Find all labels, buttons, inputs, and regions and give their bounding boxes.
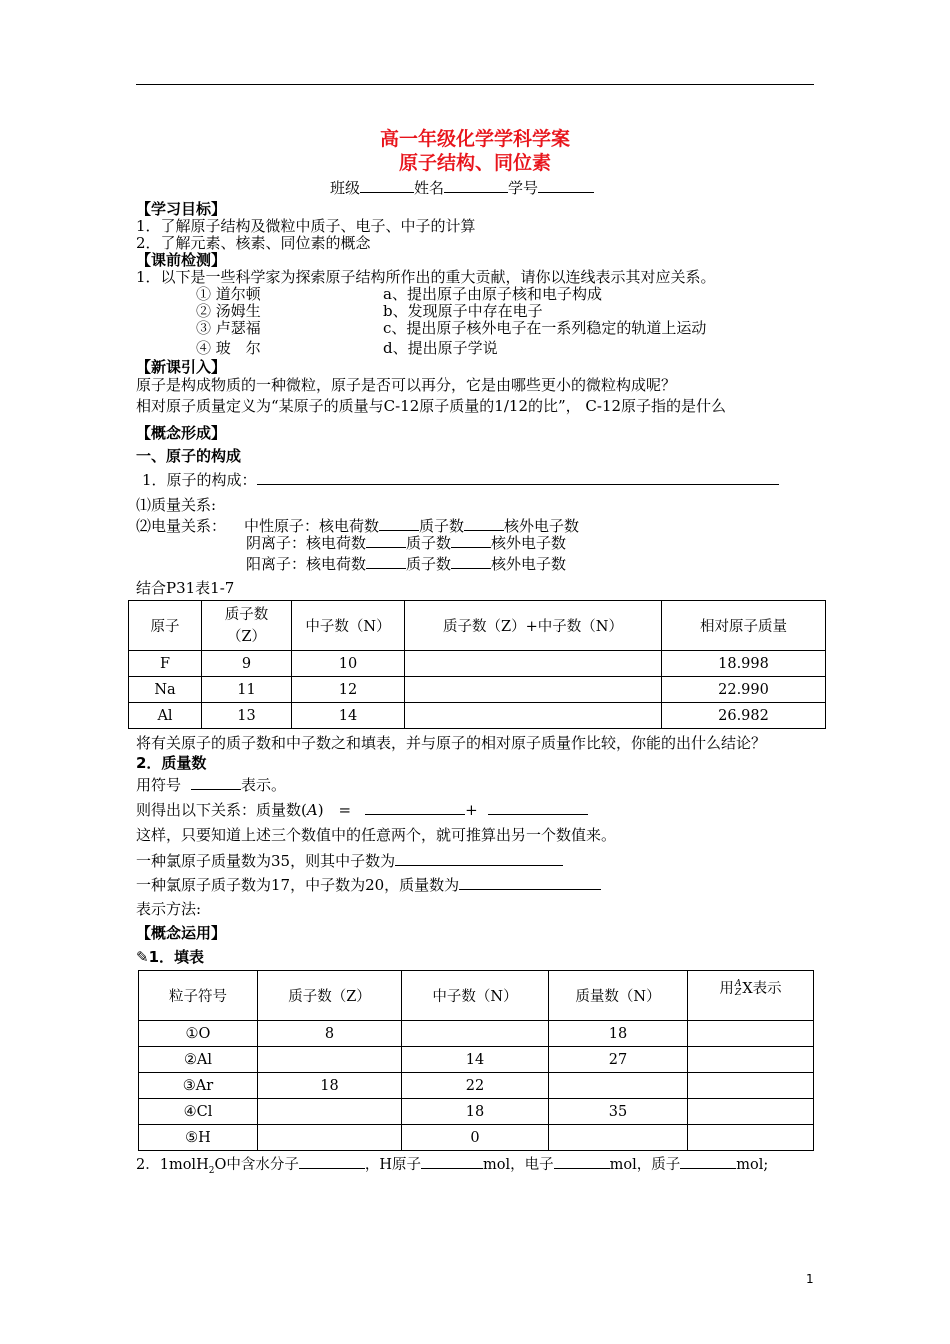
mole-subscript: 2 xyxy=(208,1165,215,1176)
header-rule xyxy=(136,84,814,85)
table-row xyxy=(139,1125,814,1151)
section-heading: 一、原子的构成 xyxy=(136,447,242,465)
table-header: 质子数（Z） xyxy=(258,971,402,1021)
goal-item: 1．了解原子结构及微粒中质子、电子、中子的计算 xyxy=(136,217,476,235)
relation-equals: ) = xyxy=(317,801,352,819)
proton-label: 质子数 xyxy=(419,517,465,535)
scientist-item: ② 汤姆生 xyxy=(196,302,261,320)
table-cell: F xyxy=(129,651,202,677)
example-text: 一种氯原子质子数为17，中子数为20，质量数为 xyxy=(136,876,460,894)
fill-table-label: 1．填表 xyxy=(148,948,205,966)
scientist-item: ③ 卢瑟福 xyxy=(196,319,261,337)
table-cell: 18 xyxy=(258,1073,402,1099)
charge-relation-label: ⑵电量关系： xyxy=(136,517,227,535)
symbol-suffix: 表示。 xyxy=(241,776,287,794)
proton-label: 质子数 xyxy=(406,534,452,552)
pretest-heading: 【课前检测】 xyxy=(136,251,227,269)
mole-text: 2．1molH xyxy=(136,1157,209,1173)
table-header: 用 A Z X表示 xyxy=(688,971,814,1021)
relation-label: 则得出以下关系：质量数( xyxy=(136,801,307,819)
example-text: 一种氯原子质量数为35，则其中子数为 xyxy=(136,852,396,870)
proton-blank[interactable] xyxy=(680,1154,736,1169)
mole-text: O中含水分子 xyxy=(214,1157,299,1173)
scientist-item: ④ 玻 尔 xyxy=(196,339,261,357)
table-row xyxy=(139,1021,814,1047)
contribution-item: b、发现原子中存在电子 xyxy=(383,302,543,320)
answer-cell[interactable] xyxy=(258,1099,402,1125)
neutral-label: 中性原子：核电荷数 xyxy=(244,517,380,535)
mole-text: mol，电子 xyxy=(483,1157,554,1173)
answer-cell[interactable] xyxy=(549,1125,688,1151)
example-line-2 xyxy=(136,875,601,894)
answer-cell[interactable] xyxy=(688,1099,814,1125)
molecule-blank[interactable] xyxy=(299,1154,365,1169)
table-header-row xyxy=(129,601,826,651)
table-cell: 18.998 xyxy=(662,651,826,677)
atom-structure-blank[interactable] xyxy=(257,470,779,485)
contribution-item: a、提出原子由原子核和电子构成 xyxy=(383,285,602,303)
id-label: 学号 xyxy=(508,179,539,197)
relation-blank-1[interactable] xyxy=(365,800,465,815)
table-cell: Na xyxy=(129,677,202,703)
atom-structure-label: 1．原子的构成： xyxy=(142,471,257,489)
method-label: 表示方法: xyxy=(136,900,202,918)
table-row xyxy=(139,1047,814,1073)
electron-blank[interactable] xyxy=(554,1154,610,1169)
electron-label: 核外电子数 xyxy=(491,555,567,573)
symbol-line xyxy=(136,775,286,794)
pretest-question: 1．以下是一些科学家为探索原子结构所作出的重大贡献，请你以连线表示其对应关系。 xyxy=(136,268,716,286)
contribution-item: d、提出原子学说 xyxy=(383,339,498,357)
table-question: 将有关原子的质子数和中子数之和填表，并与原子的相对原子质量作比较，你能的出什么结论？ xyxy=(136,734,767,752)
answer-cell[interactable] xyxy=(688,1047,814,1073)
table-cell: 26.982 xyxy=(662,703,826,729)
relation-line xyxy=(136,800,588,819)
explain-line: 这样，只要知道上述三个数值中的任意两个，就可推算出另一个数值来。 xyxy=(136,826,617,844)
pencil-icon: ✎ xyxy=(136,948,149,966)
table-cell: 13 xyxy=(202,703,292,729)
id-blank[interactable] xyxy=(538,178,594,193)
answer-cell[interactable] xyxy=(402,1021,549,1047)
relation-variable: A xyxy=(306,801,318,819)
table-header: 质量数（N） xyxy=(549,971,688,1021)
answer-cell[interactable] xyxy=(258,1047,402,1073)
anion-blank-1[interactable] xyxy=(366,533,406,548)
apply-heading: 【概念运用】 xyxy=(136,924,227,942)
answer-cell[interactable] xyxy=(258,1125,402,1151)
table-reference: 结合P31表1-7 xyxy=(136,579,235,597)
anion-line xyxy=(246,533,566,552)
table-cell: 14 xyxy=(402,1047,549,1073)
atom-table xyxy=(128,600,826,729)
table-cell: 0 xyxy=(402,1125,549,1151)
relation-plus: + xyxy=(465,801,478,819)
table-cell: 12 xyxy=(292,677,405,703)
mass-number-heading: 2．质量数 xyxy=(136,754,207,772)
name-blank[interactable] xyxy=(444,178,508,193)
example-blank-2[interactable] xyxy=(459,875,601,890)
table-cell: 8 xyxy=(258,1021,402,1047)
neutral-blank-2[interactable] xyxy=(464,516,504,531)
table-cell: 18 xyxy=(549,1021,688,1047)
answer-cell[interactable] xyxy=(405,703,662,729)
page-number: 1 xyxy=(806,1272,814,1286)
name-label: 姓名 xyxy=(414,179,445,197)
answer-cell[interactable] xyxy=(405,651,662,677)
student-info-line xyxy=(330,178,594,197)
table-cell: ④Cl xyxy=(139,1099,258,1125)
table-header: 中子数（N） xyxy=(402,971,549,1021)
example-line-1 xyxy=(136,851,563,870)
table-cell: 10 xyxy=(292,651,405,677)
answer-cell[interactable] xyxy=(405,677,662,703)
table-header: 粒子符号 xyxy=(139,971,258,1021)
intro-line: 原子是构成物质的一种微粒，原子是否可以再分，它是由哪些更小的微粒构成呢？ xyxy=(136,376,677,394)
table-header: 相对原子质量 xyxy=(662,601,826,651)
intro-heading: 【新课引入】 xyxy=(136,358,227,376)
example-blank-1[interactable] xyxy=(395,851,563,866)
table-row xyxy=(139,1099,814,1125)
class-label: 班级 xyxy=(330,179,361,197)
electron-label: 核外电子数 xyxy=(504,517,580,535)
table-cell: 14 xyxy=(292,703,405,729)
table-row xyxy=(129,703,826,729)
table-header: 质子数（Z）+中子数（N） xyxy=(405,601,662,651)
electron-label: 核外电子数 xyxy=(491,534,567,552)
cation-blank-1[interactable] xyxy=(366,554,406,569)
atom-structure-line xyxy=(142,470,779,489)
answer-cell[interactable] xyxy=(688,1073,814,1099)
goals-heading: 【学习目标】 xyxy=(136,200,227,218)
cation-label: 阳离子：核电荷数 xyxy=(246,555,367,573)
table-cell: ②Al xyxy=(139,1047,258,1073)
proton-label: 质子数 xyxy=(406,555,452,573)
anion-blank-2[interactable] xyxy=(451,533,491,548)
table-row xyxy=(129,677,826,703)
table-cell: ⑤H xyxy=(139,1125,258,1151)
table-cell: 9 xyxy=(202,651,292,677)
table-header-row xyxy=(139,971,814,1021)
answer-cell[interactable] xyxy=(688,1125,814,1151)
table-header: 原子 xyxy=(129,601,202,651)
symbol-blank[interactable] xyxy=(191,775,241,790)
table-cell: 11 xyxy=(202,677,292,703)
mass-relation-label: ⑴质量关系: xyxy=(136,496,217,514)
page-subtitle: 原子结构、同位素 xyxy=(398,152,551,174)
table-header: 中子数（N） xyxy=(292,601,405,651)
mole-question-line xyxy=(136,1154,768,1180)
neutral-blank-1[interactable] xyxy=(379,516,419,531)
relation-blank-2[interactable] xyxy=(488,800,588,815)
table-cell: 22.990 xyxy=(662,677,826,703)
fill-table-line xyxy=(136,948,204,966)
concept-heading: 【概念形成】 xyxy=(136,424,227,442)
contribution-item: c、提出原子核外电子在一系列稳定的轨道上运动 xyxy=(383,319,707,337)
cation-blank-2[interactable] xyxy=(451,554,491,569)
table-cell: 18 xyxy=(402,1099,549,1125)
goal-item: 2．了解元素、核素、同位素的概念 xyxy=(136,234,371,252)
cation-line xyxy=(246,554,566,573)
mole-text: ，H原子 xyxy=(364,1157,421,1173)
symbol-label: 用符号 xyxy=(136,776,182,794)
table-cell: Al xyxy=(129,703,202,729)
table-row xyxy=(139,1073,814,1099)
answer-cell[interactable] xyxy=(549,1073,688,1099)
class-blank[interactable] xyxy=(360,178,414,193)
scientist-item: ① 道尔顿 xyxy=(196,285,261,303)
intro-line: 相对原子质量定义为“某原子的质量与C-12原子质量的1/12的比”， C-12原子指的是什么 xyxy=(136,397,727,415)
mole-text: mol，质子 xyxy=(609,1157,681,1173)
table-cell: 22 xyxy=(402,1073,549,1099)
table-header: 质子数（Z） xyxy=(202,601,292,651)
table-row xyxy=(129,651,826,677)
particle-table xyxy=(138,970,814,1151)
h-atom-blank[interactable] xyxy=(421,1154,483,1169)
mole-text: mol; xyxy=(736,1157,769,1173)
answer-cell[interactable] xyxy=(688,1021,814,1047)
page-title: 高一年级化学学科学案 xyxy=(379,128,570,150)
table-cell: 35 xyxy=(549,1099,688,1125)
table-cell: ③Ar xyxy=(139,1073,258,1099)
table-cell: 27 xyxy=(549,1047,688,1073)
table-cell: ①O xyxy=(139,1021,258,1047)
anion-label: 阴离子：核电荷数 xyxy=(246,534,367,552)
